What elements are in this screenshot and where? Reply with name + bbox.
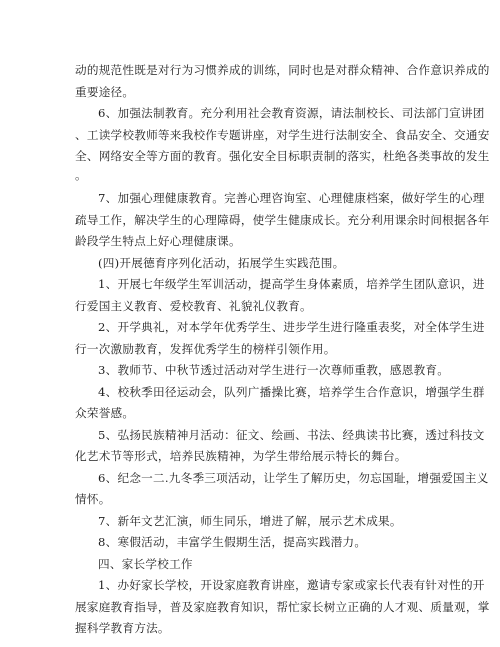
text-line: 行爱国主义教育、爱校教育、礼貌礼仪教育。 <box>75 299 312 313</box>
text-line: 重要途径。 <box>75 85 135 99</box>
text-line: 众荣誉感。 <box>75 406 135 420</box>
text-line: 6、加强法制教育。充分利用社会教育资源，请法制校长、司法部门宣讲团 <box>98 106 485 120</box>
text-line: 。 <box>75 168 87 182</box>
section-heading: (四)开展德育序列化活动，拓展学生实践范围。 <box>98 256 345 270</box>
text-line: 6、纪念一二.九冬季三项活动，让学生了解历史，勿忘国耻，增强爱国主义 <box>98 471 489 485</box>
text-line: 2、开学典礼，对本学年优秀学生、进步学生进行隆重表奖，对全体学生进 <box>98 320 485 334</box>
text-line: 情怀。 <box>75 492 111 506</box>
text-line: 全、网络安全等方面的教育。强化安全目标职责制的落实，杜绝各类事故的发生 <box>75 149 490 163</box>
text-line: 3、教师节、中秋节透过活动对学生进行一次尊师重教，感恩教育。 <box>98 363 450 377</box>
text-line: 疏导工作，解决学生的心理障碍，使学生健康成长。充分利用课余时间根据各年 <box>75 213 490 227</box>
text-line: 握科学教育方法。 <box>75 621 170 635</box>
text-line: 龄段学生特点上好心理健康课。 <box>75 234 241 248</box>
text-line: 5、弘扬民族精神月活动：征文、绘画、书法、经典读书比赛，透过科技文 <box>98 428 485 442</box>
text-line: 8、寒假活动，丰富学生假期生活，提高实践潜力。 <box>98 535 367 549</box>
text-line: 4、校秋季田径运动会，队列广播操比赛，培养学生合作意识，增强学生群 <box>98 385 485 399</box>
section-heading: 四、家长学校工作 <box>98 557 193 571</box>
text-line: 1、开展七年级学生军训活动，提高学生身体素质，培养学生团队意识，进 <box>98 277 485 291</box>
text-line: 化艺术节等形式，培养民族精神，为学生带给展示特长的舞台。 <box>75 449 407 463</box>
text-line: 动的规范性既是对行为习惯养成的训练，同时也是对群众精神、合作意识养成的 <box>75 63 490 77</box>
text-line: 展家庭教育指导，普及家庭教育知识，帮忙家长树立正确的人才观、质量观，掌 <box>75 600 490 614</box>
text-line: 7、新年文艺汇演，师生同乐，增进了解，展示艺术成果。 <box>98 514 402 528</box>
text-line: 、工读学校教师等来我校作专题讲座，对学生进行法制安全、食品安全、交通安 <box>75 128 490 142</box>
text-line: 7、加强心理健康教育。完善心理咨询室、心理健康档案，做好学生的心理 <box>98 191 485 205</box>
text-line: 行一次激励教育，发挥优秀学生的榜样引领作用。 <box>75 342 336 356</box>
text-line: 1、办好家长学校，开设家庭教育讲座，邀请专家或家长代表有针对性的开 <box>98 578 485 592</box>
